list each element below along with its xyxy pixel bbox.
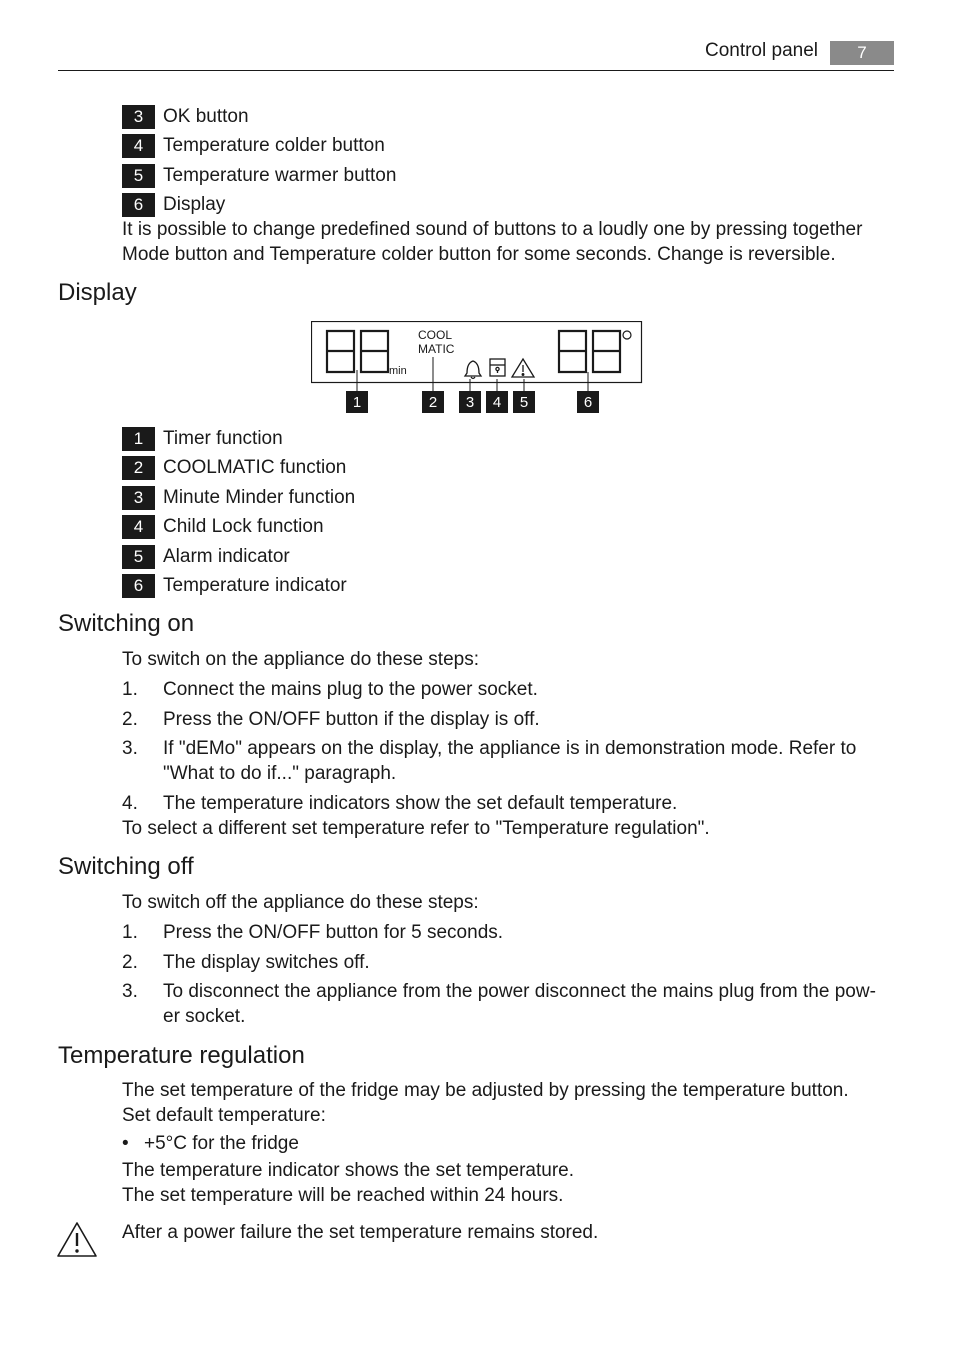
section-heading-switching-on: Switching on xyxy=(58,610,195,637)
step-text: If "dEMo" appears on the display, the appliance is in demonstration mode. Refer to xyxy=(163,738,857,759)
step-item xyxy=(122,736,892,786)
callout-2: 2 xyxy=(428,394,438,411)
step-text: To disconnect the appliance from the power disconnect the mains plug from the pow- xyxy=(163,981,876,1002)
number-badge: 4 xyxy=(122,515,155,539)
step-text-continued: er socket. xyxy=(163,1006,246,1027)
list-item xyxy=(122,105,249,129)
step-item xyxy=(122,920,892,945)
warning-triangle-icon xyxy=(56,1221,98,1259)
step-text-continued: "What to do if..." paragraph. xyxy=(163,763,397,784)
step-text: Connect the mains plug to the power socket. xyxy=(163,679,538,700)
step-text: Press the ON/OFF button if the display is off. xyxy=(163,709,540,730)
temperature-regulation-text xyxy=(122,1078,849,1128)
item-label: Alarm indicator xyxy=(163,546,290,567)
step-number: 2. xyxy=(122,952,138,973)
item-label: Minute Minder function xyxy=(163,487,356,508)
step-number: 3. xyxy=(122,738,138,759)
number-badge: 4 xyxy=(122,134,155,158)
list-item xyxy=(122,193,225,217)
list-item xyxy=(122,134,385,158)
step-number: 3. xyxy=(122,981,138,1002)
step-number: 1. xyxy=(122,679,138,700)
list-item xyxy=(122,164,396,188)
switching-on-outro: To select a different set temperature refer to "Temperature regulation". xyxy=(122,818,710,839)
item-label: Timer function xyxy=(163,428,283,449)
callout-5: 5 xyxy=(519,394,529,411)
number-badge: 3 xyxy=(122,486,155,510)
text-line: The set temperature of the fridge may be adjusted by pressing the temperature button. xyxy=(122,1080,849,1101)
warning-text: After a power failure the set temperature remains stored. xyxy=(122,1222,599,1243)
bullet-item xyxy=(122,1133,299,1155)
item-label: Temperature indicator xyxy=(163,575,347,596)
sound-note-line: Mode button and Temperature colder button for some seconds. Change is reversible. xyxy=(122,244,836,265)
display-diagram xyxy=(311,321,646,417)
text-line: The set temperature will be reached within 24 hours. xyxy=(122,1185,564,1206)
number-badge: 5 xyxy=(122,545,155,569)
step-item xyxy=(122,677,892,702)
alarm-triangle-icon xyxy=(512,359,534,377)
list-item xyxy=(122,545,290,569)
section-heading-temperature-regulation: Temperature regulation xyxy=(58,1042,305,1069)
list-item xyxy=(122,427,283,451)
step-number: 1. xyxy=(122,922,138,943)
section-heading-display: Display xyxy=(58,279,137,306)
list-item xyxy=(122,515,324,539)
header-rule xyxy=(58,70,894,71)
number-badge: 1 xyxy=(122,427,155,451)
callout-6: 6 xyxy=(583,394,593,411)
step-text: The display switches off. xyxy=(163,952,370,973)
number-badge: 6 xyxy=(122,193,155,217)
child-lock-icon xyxy=(490,359,505,376)
list-item xyxy=(122,456,346,480)
list-item xyxy=(122,574,347,598)
item-label: Temperature warmer button xyxy=(163,165,397,186)
page-number: 7 xyxy=(830,41,894,65)
step-item xyxy=(122,950,892,975)
text-line: Set default temperature: xyxy=(122,1105,326,1126)
section-heading-switching-off: Switching off xyxy=(58,853,194,880)
callout-3: 3 xyxy=(465,394,475,411)
callout-4: 4 xyxy=(492,394,502,411)
number-badge: 6 xyxy=(122,574,155,598)
item-label: COOLMATIC function xyxy=(163,457,347,478)
item-label: Display xyxy=(163,194,226,215)
lcd-cool-label: COOL xyxy=(418,328,453,342)
bullet-dot-icon: • xyxy=(122,1133,129,1154)
number-badge: 3 xyxy=(122,105,155,129)
step-text: Press the ON/OFF button for 5 seconds. xyxy=(163,922,504,943)
step-number: 2. xyxy=(122,709,138,730)
temperature-regulation-details xyxy=(122,1158,574,1208)
number-badge: 2 xyxy=(122,456,155,480)
text-line: The temperature indicator shows the set temperature. xyxy=(122,1160,575,1181)
lcd-min-label: min xyxy=(389,365,407,377)
list-item xyxy=(122,486,355,510)
item-label: Temperature colder button xyxy=(163,135,385,156)
header-title: Control panel xyxy=(704,40,818,61)
step-item xyxy=(122,707,892,732)
switching-on-intro: To switch on the appliance do these steps: xyxy=(122,649,480,670)
item-label: Child Lock function xyxy=(163,516,324,537)
bell-icon xyxy=(465,361,481,379)
sound-note-line: It is possible to change predefined sound of buttons to a loudly one by pressing together xyxy=(122,219,863,240)
step-item xyxy=(122,979,892,1029)
switching-off-intro: To switch off the appliance do these steps: xyxy=(122,892,479,913)
item-label: OK button xyxy=(163,106,249,127)
step-text: The temperature indicators show the set default temperature. xyxy=(163,793,678,814)
step-item xyxy=(122,791,892,816)
callout-1: 1 xyxy=(352,394,362,411)
step-number: 4. xyxy=(122,793,138,814)
bullet-text: +5°C for the fridge xyxy=(144,1133,299,1154)
number-badge: 5 xyxy=(122,164,155,188)
sound-note xyxy=(122,217,862,267)
lcd-matic-label: MATIC xyxy=(418,342,455,356)
